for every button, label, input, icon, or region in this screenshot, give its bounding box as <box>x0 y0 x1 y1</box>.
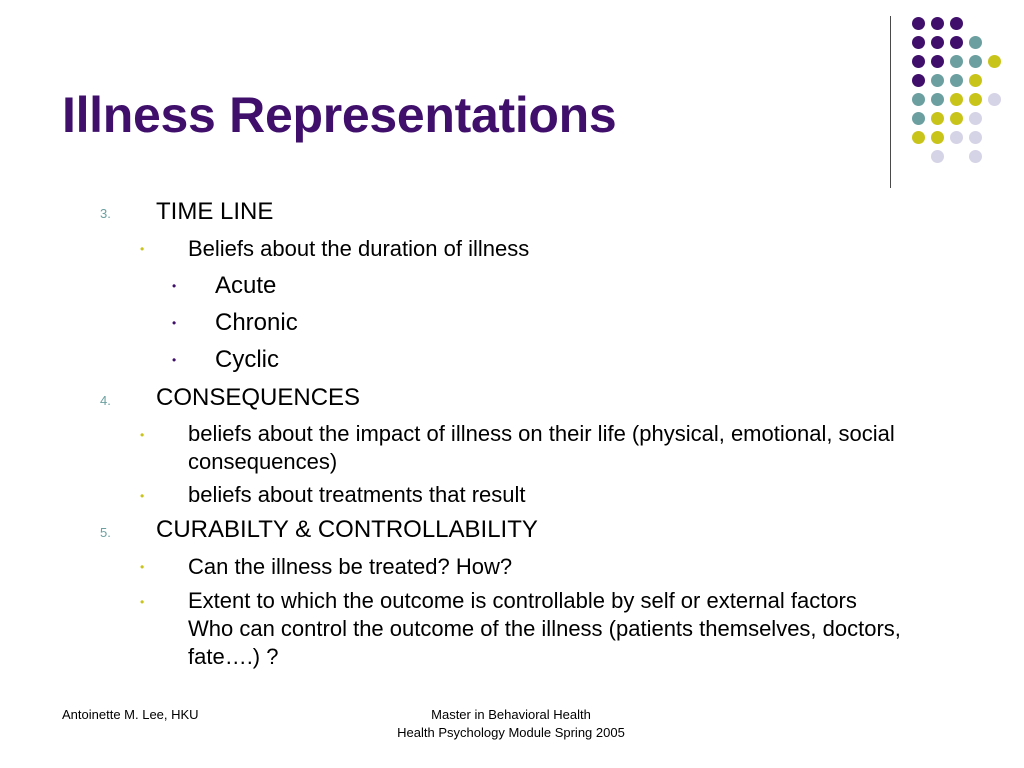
dot-lavender <box>969 150 982 163</box>
dot-purple <box>912 74 925 87</box>
bullet-dot-icon: • <box>172 353 177 367</box>
dot-lavender <box>931 150 944 163</box>
bullet-dot-icon: • <box>140 489 145 503</box>
dot-purple <box>912 36 925 49</box>
dot-purple <box>950 36 963 49</box>
dot-lavender <box>950 131 963 144</box>
bullet-text: Beliefs about the duration of illness <box>188 236 530 261</box>
dot-yellow <box>931 112 944 125</box>
section-number: 3. <box>100 206 111 221</box>
dot-teal <box>912 112 925 125</box>
dot-purple <box>931 17 944 30</box>
dot-teal <box>912 93 925 106</box>
bullet-text: beliefs about treatments that result <box>188 482 526 507</box>
footer-course-line1: Master in Behavioral Health <box>431 707 591 722</box>
dot-purple <box>950 17 963 30</box>
dot-purple <box>931 36 944 49</box>
bullet-text: beliefs about the impact of illness on their life (physical, emotional, social consequences) <box>188 421 895 474</box>
sub-bullet-text: Cyclic <box>215 346 279 373</box>
title-divider-line <box>890 16 891 188</box>
dot-teal <box>950 74 963 87</box>
dot-teal <box>950 55 963 68</box>
section-heading: TIME LINE <box>156 198 274 225</box>
bullet-dot-icon: • <box>140 428 145 442</box>
section-number: 4. <box>100 393 111 408</box>
dot-yellow <box>950 112 963 125</box>
bullet-text: Can the illness be treated? How? <box>188 554 513 579</box>
dot-lavender <box>969 131 982 144</box>
bullet-dot-icon: • <box>140 242 145 256</box>
section-heading: CURABILTY & CONTROLLABILITY <box>156 516 538 543</box>
sub-bullet-text: Acute <box>215 272 277 299</box>
footer-course-line2: Health Psychology Module Spring 2005 <box>397 725 625 740</box>
slide-title: Illness Representations <box>62 87 617 143</box>
dot-purple <box>931 55 944 68</box>
dot-teal <box>969 36 982 49</box>
dot-teal <box>931 93 944 106</box>
dot-lavender <box>988 93 1001 106</box>
dot-yellow <box>988 55 1001 68</box>
dot-lavender <box>969 112 982 125</box>
bullet-dot-icon: • <box>140 595 145 609</box>
dot-purple <box>912 55 925 68</box>
bullet-text: Extent to which the outcome is controllable by self or external factors Who can control the outcome of the illness (patients themselves, doctors, fate….) ? <box>188 588 901 669</box>
dot-purple <box>912 17 925 30</box>
sub-bullet-text: Chronic <box>215 309 298 336</box>
dot-yellow <box>950 93 963 106</box>
bullet-dot-icon: • <box>172 316 177 330</box>
dot-yellow <box>969 74 982 87</box>
footer-author: Antoinette M. Lee, HKU <box>62 707 199 722</box>
dot-yellow <box>969 93 982 106</box>
dot-teal <box>969 55 982 68</box>
footer-course <box>340 706 682 742</box>
bullet-dot-icon: • <box>172 279 177 293</box>
section-heading: CONSEQUENCES <box>156 384 361 411</box>
dot-yellow <box>912 131 925 144</box>
bullet-dot-icon: • <box>140 560 145 574</box>
dot-yellow <box>931 131 944 144</box>
dot-teal <box>931 74 944 87</box>
section-number: 5. <box>100 525 111 540</box>
